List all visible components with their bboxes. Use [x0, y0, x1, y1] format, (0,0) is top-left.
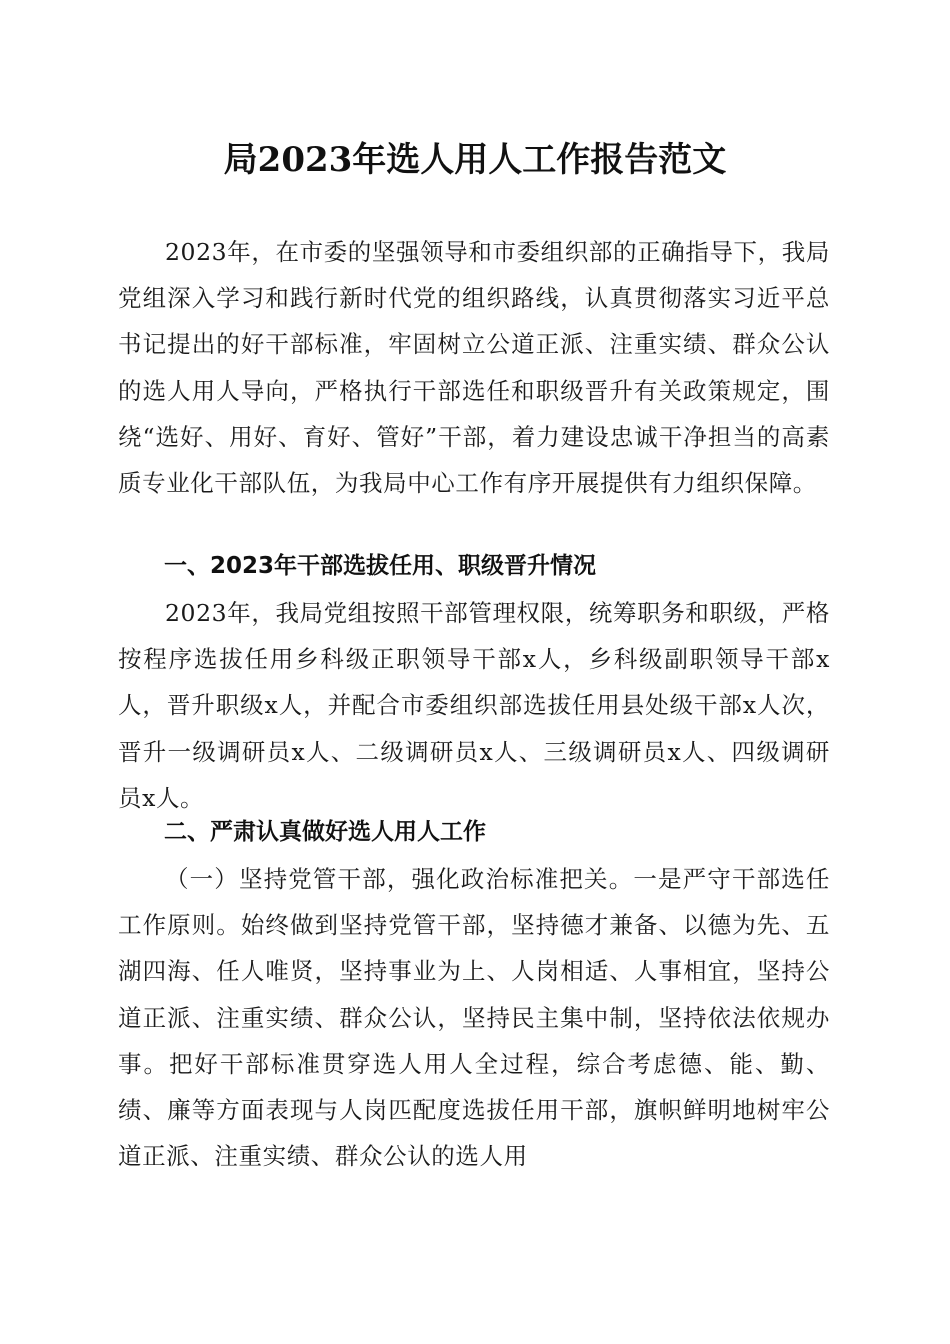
section-2-heading: 二、严肃认真做好选人用人工作 — [164, 819, 486, 845]
section-1-heading: 一、2023年干部选拔任用、职级晋升情况 — [164, 553, 597, 579]
document-title: 局2023年选人用人工作报告范文 — [223, 140, 727, 180]
intro-paragraph: 2023年，在市委的坚强领导和市委组织部的正确指导下，我局党组深入学习和践行新时代党的组织路线，认真贯彻落实习近平总书记提出的好干部标准，牢固树立公道正派、注重实绩、群众公认的选人用人导向，严格执行干部选任和职级晋升有关政策规定，围绕“选好、用好、育好、管好”干部，着力建设忠诚干净担当的高素质专业化干部队伍，为我局中心工作有序开展提供有力组织保障。 — [118, 238, 830, 498]
section-2-paragraph: （一）坚持党管干部，强化政治标准把关。一是严守干部选任工作原则。始终做到坚持党管干部，坚持德才兼备、以德为先、五湖四海、任人唯贤，坚持事业为上、人岗相适、人事相宜，坚持公道正派、注重实绩、群众公认，坚持民主集中制，坚持依法依规办事。把好干部标准贯穿选人用人全过程，综合考虑德、能、勤、绩、廉等方面表现与人岗匹配度选拔任用干部，旗帜鲜明地树牢公道正派、注重实绩、群众公认的选人用 — [118, 865, 830, 1171]
section-1-paragraph: 2023年，我局党组按照干部管理权限，统筹职务和职级，严格按程序选拔任用乡科级正职领导干部x人，乡科级副职领导干部x人，晋升职级x人，并配合市委组织部选拔任用县处级干部x人次，晋升一级调研员x人、二级调研员x人、三级调研员x人、四级调研员x人。 — [118, 599, 830, 812]
